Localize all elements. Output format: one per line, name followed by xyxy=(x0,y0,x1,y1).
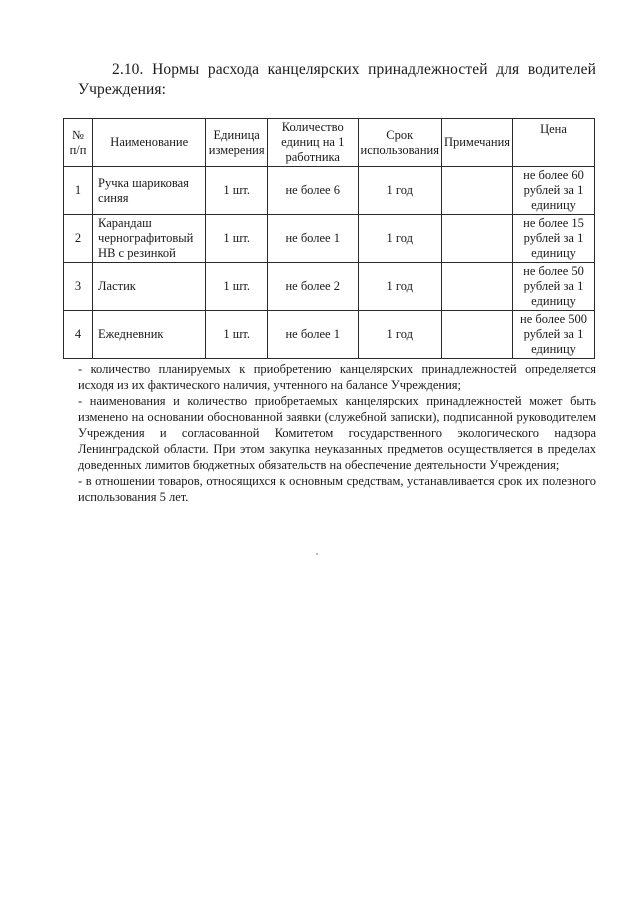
note-paragraph: - в отношении товаров, относящихся к основным средствам, устанавливается срок их полезного использования 5 лет. xyxy=(78,474,596,504)
table-row xyxy=(64,311,595,359)
table-row xyxy=(64,167,595,215)
header-price: Цена xyxy=(513,119,595,167)
norms-table xyxy=(63,118,595,359)
cell-term: 1 год xyxy=(358,215,441,263)
cell-unit: 1 шт. xyxy=(206,167,268,215)
cell-name: Ручка шариковая синяя xyxy=(93,167,206,215)
cell-num: 2 xyxy=(64,215,93,263)
header-qty: Количество единиц на 1 работника xyxy=(267,119,358,167)
note-paragraph: - количество планируемых к приобретению канцелярских принадлежностей определяется исходя из их фактического наличия, учтенного на балансе Учреждения; xyxy=(78,362,596,392)
table-row xyxy=(64,263,595,311)
table-header-row xyxy=(64,119,595,167)
cell-num: 4 xyxy=(64,311,93,359)
scan-speck xyxy=(316,553,318,555)
cell-qty: не более 2 xyxy=(267,263,358,311)
cell-name: Карандаш чернографитовый НВ с резинкой xyxy=(93,215,206,263)
cell-note xyxy=(441,263,512,311)
header-unit: Единица измерения xyxy=(206,119,268,167)
cell-term: 1 год xyxy=(358,263,441,311)
note-paragraph: - наименования и количество приобретаемых канцелярских принадлежностей может быть изменено на основании обоснованной заявки (служебной записки), подписанной руководителем Учреждения и согласованной Комитетом государственного экологического надзора Ленинградской области. При этом закупка неуказанных предметов осуществляется в пределах доведенных лимитов бюджетных обязательств на обеспечение деятельности Учреждения; xyxy=(78,394,596,472)
cell-price: не более 60 рублей за 1 единицу xyxy=(513,167,595,215)
cell-num: 1 xyxy=(64,167,93,215)
cell-note xyxy=(441,167,512,215)
cell-qty: не более 1 xyxy=(267,215,358,263)
header-num: № п/п xyxy=(64,119,93,167)
cell-unit: 1 шт. xyxy=(206,311,268,359)
cell-name: Ластик xyxy=(93,263,206,311)
cell-qty: не более 6 xyxy=(267,167,358,215)
notes-block xyxy=(78,361,596,505)
cell-unit: 1 шт. xyxy=(206,263,268,311)
cell-term: 1 год xyxy=(358,167,441,215)
header-term: Срок использования xyxy=(358,119,441,167)
header-note: Примечания xyxy=(441,119,512,167)
cell-name: Ежедневник xyxy=(93,311,206,359)
cell-price: не более 50 рублей за 1 единицу xyxy=(513,263,595,311)
cell-term: 1 год xyxy=(358,311,441,359)
cell-note xyxy=(441,215,512,263)
cell-price: не более 15 рублей за 1 единицу xyxy=(513,215,595,263)
cell-num: 3 xyxy=(64,263,93,311)
table-row xyxy=(64,215,595,263)
header-name: Наименование xyxy=(93,119,206,167)
cell-price: не более 500 рублей за 1 единицу xyxy=(513,311,595,359)
section-title: 2.10. Нормы расхода канцелярских принадлежностей для водителей Учреждения: xyxy=(78,61,596,98)
cell-qty: не более 1 xyxy=(267,311,358,359)
cell-unit: 1 шт. xyxy=(206,215,268,263)
cell-note xyxy=(441,311,512,359)
